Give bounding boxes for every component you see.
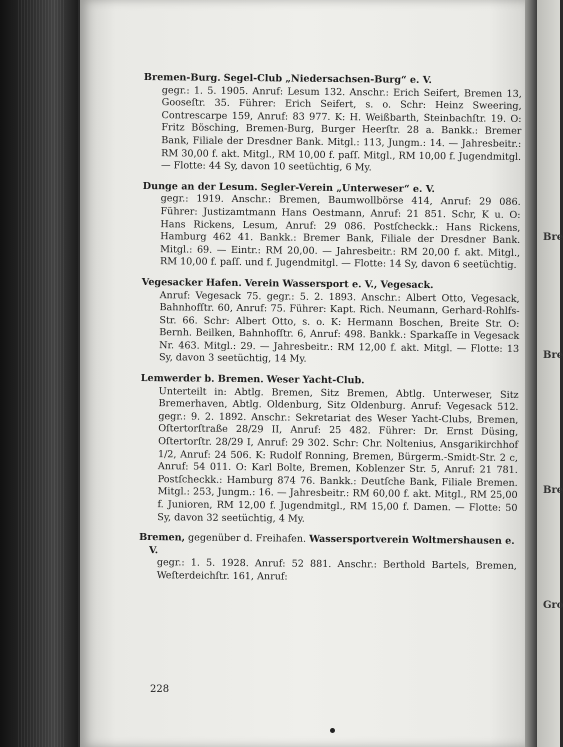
entry-club-prefix: gegenüber d. Freihafen. <box>187 532 307 545</box>
entry-place: Lemwerder b. Bremen. <box>140 373 264 386</box>
entry-body: gegr.: 1919. Anschr.: Bremen, Baumwollbörse 414, Anruf: 29 086. Führer: Justizamtmann Hans Oestmann, Anruf: 21 851. Schr, K u. O: Hans Rickens, Lesum, Anruf: 29 086. Postſcheckk.: Hans Rickens, Hamburg 462 41. Bankk.: Bremer Bank, Filiale der Dresdner Bank. Mitgl.: 69. — Eintr.: RM 20,00. — Jahresbeitr.: RM 20,00 f. akt. Mitgl., RM 10,00 f. paſſ. und f. Jugendmitgl. — Flotte: 14 Sy, davon 6 seetüchtig. <box>159 193 521 272</box>
page-content <box>139 72 522 594</box>
page-number: 228 <box>150 684 170 695</box>
entry-club: Segler-Verein „Unterweser“ e. V. <box>260 181 435 195</box>
entry-place: Bremen-Burg. <box>143 72 221 84</box>
next-page-mark: Bre <box>543 485 563 496</box>
next-page-mark: Bre <box>543 350 563 361</box>
entry-place: Vegesacker Hafen. <box>141 276 242 289</box>
entry-place: Dunge an der Lesum. <box>142 180 258 193</box>
next-page-edge <box>537 0 563 747</box>
entry-body: Anruf: Vegesack 75. gegr.: 5. 2. 1893. Anschr.: Albert Otto, Vegesack, Bahnhofſtr. 60, Anruf: 75. Führer: Kapt. Rich. Neumann, Gerhard-Rohlfs-Str. 66. Schr: Albert Otto, s. o. K: Hermann Boschen, Breite Str. O: Bernh. Beilken, Bahnhofſtr. 6, Anruf: 498. Bankk.: Sparkaſſe in Vegesack Nr. 463. Mitgl.: 29. — Jahresbeitr.: RM 12,00 f. akt. Mitgl. — Flotte: 13 Sy, davon 3 seetüchtig, 14 My. <box>158 289 520 366</box>
book-edge <box>0 0 78 747</box>
entry-place: Bremen, <box>139 532 186 544</box>
entry-club: Verein Wassersport e. V., Vegesack. <box>244 277 434 291</box>
entry-club: Wassersportverein Woltmershausen e. V. <box>148 533 515 556</box>
club-entry <box>142 181 521 273</box>
club-entry <box>143 72 522 177</box>
entry-body: gegr.: 1. 5. 1928. Anruf: 52 881. Anschr.: Berthold Bartels, Bremen, Weſterdeichſtr. 161, Anruf: <box>156 557 517 583</box>
next-page-mark: Gro <box>543 600 563 611</box>
entry-body: gegr.: 1. 5. 1905. Anruf: Lesum 132. Anschr.: Erich Seifert, Bremen 13, Gooseſtr. 35. Führer: Erich Seifert, s. o. Schr: Heinz Sweering, Contrescarpe 159, Anruf: 83 977. K: H. Weißbarth, Steinbachſtr. 19. O: Fritz Bösching, Bremen-Burg, Burger Heerſtr. 28 a. Bankk.: Bremer Bank, Filiale der Dresdner Bank. Mitgl.: 113, Jungm.: 14. — Jahresbeitr.: RM 30,00 f. akt. Mitgl., RM 10,00 f. paſſ. Mitgl., RM 10,00 f. Jugendmitgl. — Flotte: 44 Sy, davon 10 seetüchtig, 6 My. <box>160 84 522 174</box>
entry-club: Weser Yacht-Club. <box>266 374 365 387</box>
entry-body: Unterteilt in: Abtlg. Bremen, Sitz Bremen, Abtlg. Unterweser, Sitz Bremerhaven, Abtlg. Oldenburg, Sitz Oldenburg. Anruf: Vegesack 512. gegr.: 9. 2. 1892. Anschr.: Sekretariat des Weser Yacht-Clubs, Bremen, Oſtertorſtraße 28/29 II, Anruf: 25 482. Führer: Dr. Ernst Düsing, Oſtertorſtr. 28/29 I, Anruf: 29 302. Schr: Chr. Noltenius, Ansgarikirchhof 1/2, Anruf: 24 506. K: Rudolf Ronning, Bremen, Bürgerm.-Smidt-Str. 2 c, Anruf: 54 011. O: Karl Bolte, Bremen, Koblenzer Str. 5, Anruf: 21 781. Postſcheckk.: Hamburg 874 76. Bankk.: Deutſche Bank, Filiale Bremen. Mitgl.: 253, Jungm.: 16. — Jahresbeitr.: RM 60,00 f. akt. Mitgl., RM 25,00 f. Junioren, RM 12,00 f. Jugendmitgl., RM 15,00 f. Damen. — Flotte: 50 Sy, davon 32 seetüchtig, 4 My. <box>157 385 519 525</box>
page-mark-dot <box>330 728 335 733</box>
club-entry <box>139 532 518 586</box>
book-gutter <box>525 0 537 747</box>
entry-club: Segel-Club „Niedersachsen-Burg“ e. V. <box>223 72 432 87</box>
next-page-mark: Bre <box>543 232 563 243</box>
club-entry <box>141 277 520 369</box>
club-entry <box>139 373 519 528</box>
